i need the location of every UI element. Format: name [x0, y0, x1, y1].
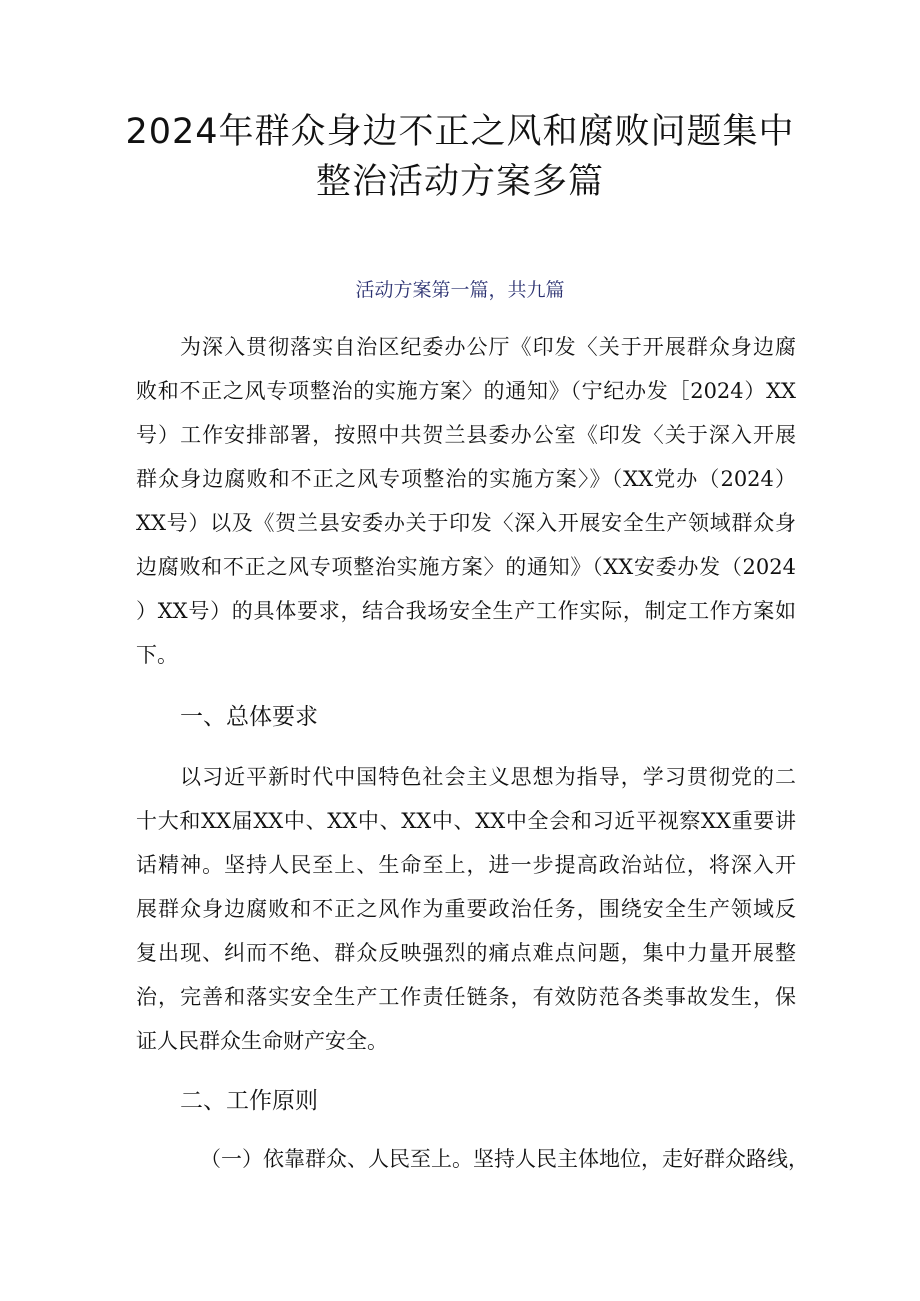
paragraph-1-line: 为深入贯彻落实自治区纪委办公厅《印发〈关于开展群众身边腐	[180, 335, 796, 359]
document-title-line-2: 整治活动方案多篇	[315, 162, 604, 202]
paragraph-2-line: 复出现、纠而不绝、群众反映强烈的痛点难点问题，集中力量开展整	[136, 941, 796, 965]
paragraph-2-line: 治，完善和落实安全生产工作责任链条，有效防范各类事故发生，保	[136, 985, 796, 1009]
paragraph-1-line: 边腐败和不正之风专项整治实施方案〉的通知》（XX安委办发（2024	[136, 555, 796, 579]
section-heading-1: 一、总体要求	[180, 704, 318, 730]
paragraph-1-line: ）XX号）的具体要求，结合我场安全生产工作实际，制定工作方案如	[136, 599, 796, 623]
paragraph-2-line: 展群众身边腐败和不正之风作为重要政治任务，围绕安全生产领域反	[136, 897, 796, 921]
paragraph-1-line: 群众身边腐败和不正之风专项整治的实施方案〉》（XX党办（2024）	[136, 467, 796, 491]
paragraph-2-line: 证人民群众生命财产安全。	[136, 1029, 388, 1053]
paragraph-2-line: 话精神。坚持人民至上、生命至上，进一步提高政治站位，将深入开	[136, 853, 796, 877]
paragraph-1-line: 败和不正之风专项整治的实施方案〉的通知》（宁纪办发［2024）XX	[136, 379, 796, 403]
paragraph-1-line: 下。	[136, 643, 178, 667]
paragraph-3-line: （一）依靠群众、人民至上。坚持人民主体地位，走好群众路线，	[200, 1147, 809, 1171]
document-subtitle: 活动方案第一篇，共九篇	[355, 279, 565, 301]
document-title-line-1: 2024年群众身边不正之风和腐败问题集中	[125, 112, 795, 152]
paragraph-1-line: 号）工作安排部署，按照中共贺兰县委办公室《印发〈关于深入开展	[136, 423, 796, 447]
paragraph-1-line: XX号）以及《贺兰县安委办关于印发〈深入开展安全生产领域群众身	[136, 511, 796, 535]
section-heading-2: 二、工作原则	[180, 1088, 318, 1114]
paragraph-2-line: 十大和XX届XX中、XX中、XX中、XX中全会和习近平视察XX重要讲	[136, 809, 796, 833]
paragraph-2-line: 以习近平新时代中国特色社会主义思想为指导，学习贯彻党的二	[180, 765, 796, 789]
